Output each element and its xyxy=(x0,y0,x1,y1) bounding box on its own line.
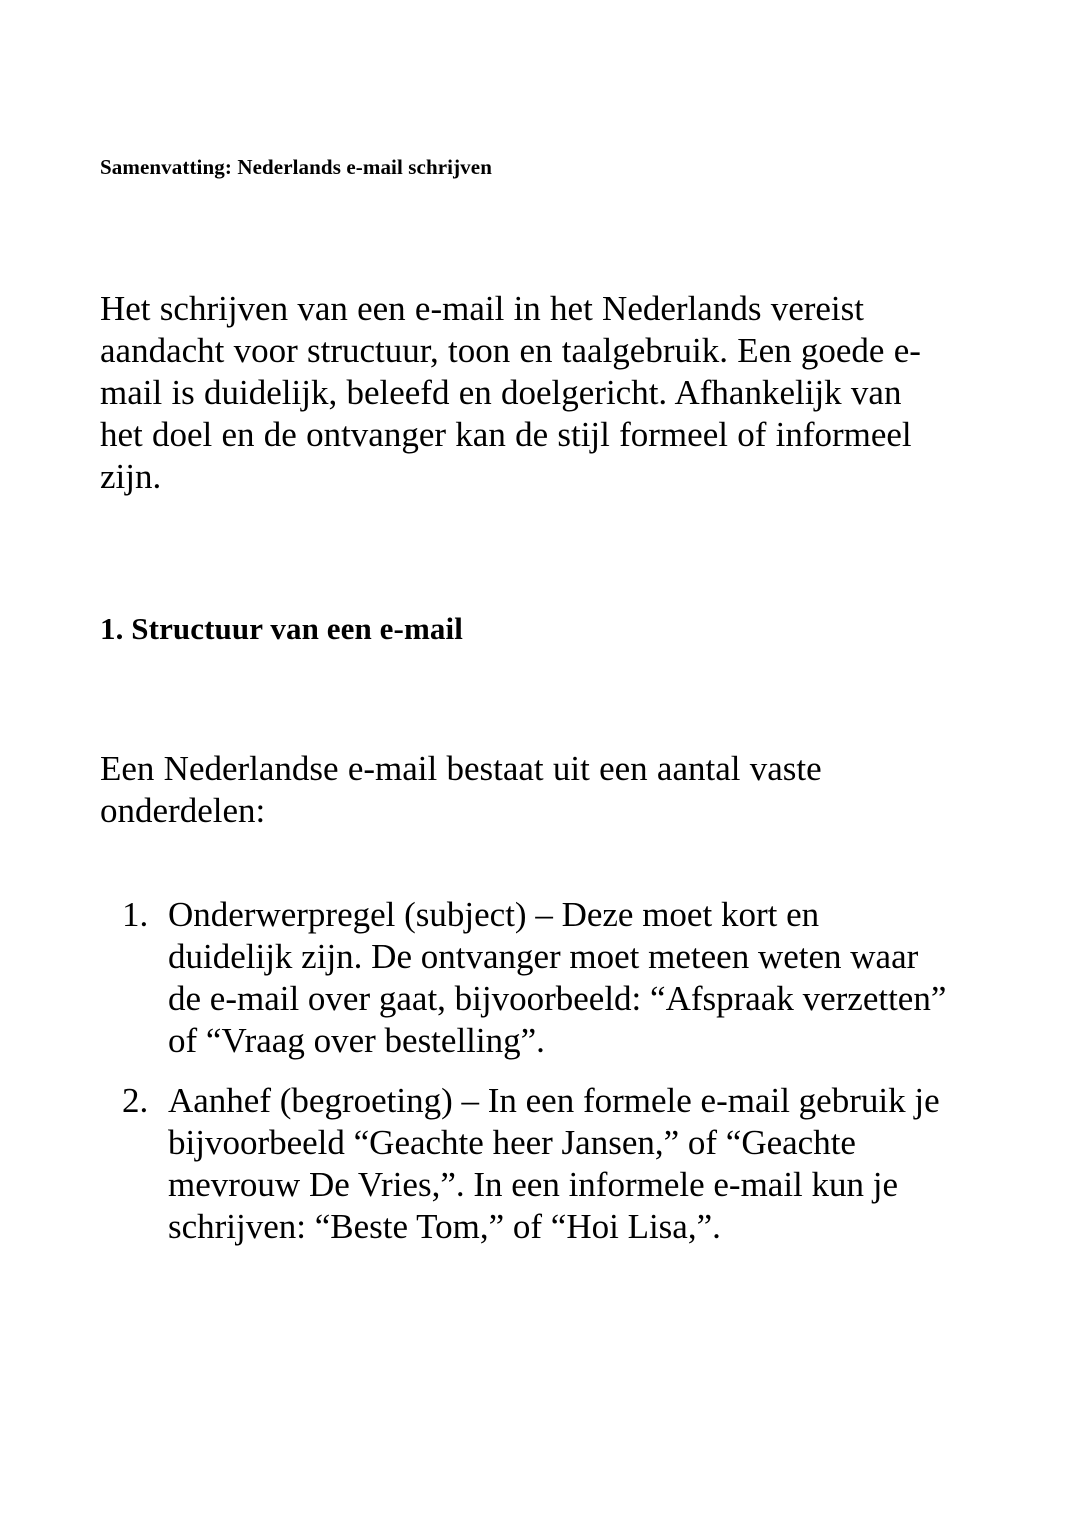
list-item-text: Onderwerpregel (subject) – Deze moet kort en duidelijk zijn. De ontvanger moet meteen weten waar de e-mail over gaat, bijvoorbeeld: “Afspraak verzetten” of “Vraag over bestelling”. xyxy=(168,895,947,1061)
list-item xyxy=(100,1080,950,1248)
list-item-marker: 2. xyxy=(122,1081,149,1121)
spacer-before-list xyxy=(100,832,950,894)
list-item-marker: 1. xyxy=(122,895,149,935)
list-item xyxy=(100,894,950,1062)
list-intro-paragraph: Een Nederlandse e-mail bestaat uit een aantal vaste onderdelen: xyxy=(100,749,822,831)
page-title: Samenvatting: Nederlands e-mail schrijven xyxy=(100,155,492,179)
section-heading-structuur: 1. Structuur van een e-mail xyxy=(100,611,463,647)
intro-paragraph: Het schrijven van een e-mail in het Nederlands vereist aandacht voor structuur, toon en taalgebruik. Een goede e-mail is duidelijk, beleefd en doelgericht. Afhankelijk van het doel en de ontvanger kan de stijl formeel of informeel zijn. xyxy=(100,289,921,497)
spacer-after-intro xyxy=(100,498,950,610)
email-structure-list xyxy=(100,894,950,1248)
spacer-after-heading xyxy=(100,648,950,748)
list-item-text: Aanhef (begroeting) – In een formele e-mail gebruik je bijvoorbeeld “Geachte heer Jansen,” of “Geachte mevrouw De Vries,”. In een informele e-mail kun je schrijven: “Beste Tom,” of “Hoi Lisa,”. xyxy=(168,1081,940,1247)
